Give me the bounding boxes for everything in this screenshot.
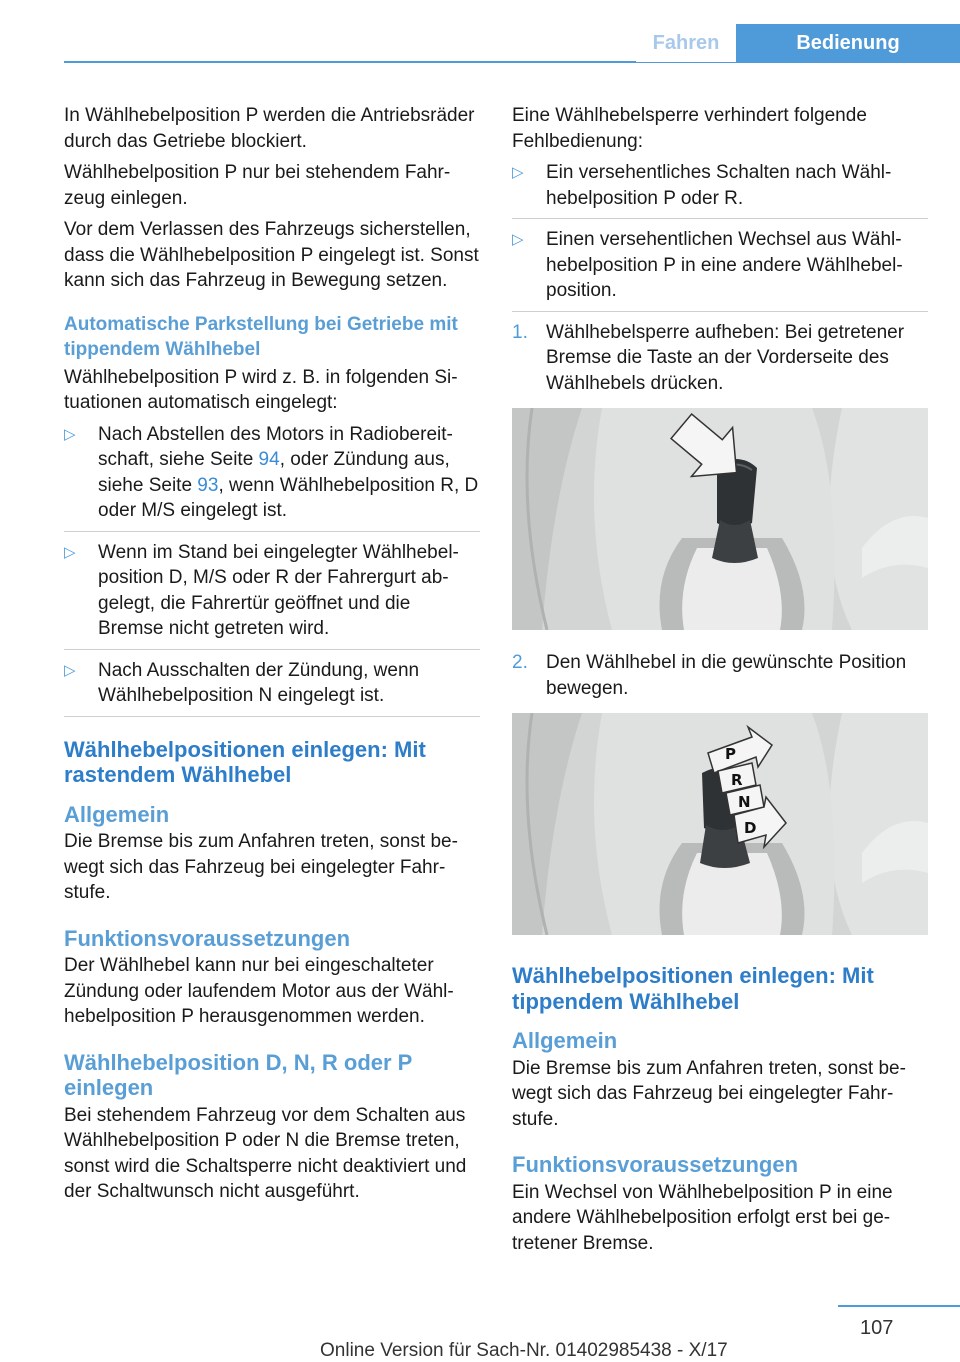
fig-label-r: R xyxy=(731,771,743,789)
gear-lever-press-drawing xyxy=(512,408,928,630)
list-item xyxy=(64,540,480,650)
paragraph: Der Wählhebel kann nur bei eingeschalteter Zündung oder laufendem Motor aus der Wählhebelposition P herausgenommen werden. xyxy=(64,955,454,1027)
step-item xyxy=(512,650,928,701)
step-text: Den Wählhebel in die gewünschte Position bewegen. xyxy=(546,652,907,699)
step-number: 2. xyxy=(512,652,528,673)
bullet-list xyxy=(512,160,928,312)
gear-lever-positions-drawing xyxy=(512,713,928,935)
heading-allgemein: Allgemein xyxy=(512,1028,618,1053)
list-item xyxy=(512,160,928,219)
paragraph: Wählhebelposition P nur bei stehendem Fahrzeug einlegen. xyxy=(64,162,451,209)
triangle-bullet-icon: ▷ xyxy=(64,543,76,561)
gear-lever-illustration-press xyxy=(512,408,928,630)
paragraph: Wählhebelposition P wird z. B. in folgenden Situationen automatisch eingelegt: xyxy=(64,366,458,413)
list-item xyxy=(64,658,480,717)
list-item xyxy=(64,422,480,532)
list-item-text: Wenn im Stand bei eingelegter Wählhebelposition D, M/S oder R der Fahrergurt abgelegt, die Fahrertür geöffnet und die Bremse nicht getreten wird. xyxy=(98,541,459,639)
paragraph: Die Bremse bis zum Anfahren treten, sonst bewegt sich das Fahrzeug bei eingelegter Fahrstufe. xyxy=(64,831,458,903)
page-link[interactable]: 93 xyxy=(197,474,219,496)
paragraph: Die Bremse bis zum Anfahren treten, sonst bewegt sich das Fahrzeug bei eingelegter Fahrstufe. xyxy=(512,1057,906,1130)
fig-label-d: D xyxy=(744,819,757,837)
step-list xyxy=(512,650,928,701)
fig-label-p: P xyxy=(725,745,736,763)
fig-label-n: N xyxy=(738,793,751,811)
triangle-bullet-icon: ▷ xyxy=(64,661,76,679)
triangle-bullet-icon: ▷ xyxy=(512,164,524,181)
page-link[interactable]: 94 xyxy=(258,449,280,470)
tab-fahren[interactable]: Fahren xyxy=(636,24,736,62)
list-item xyxy=(512,227,928,312)
tab-bedienung[interactable]: Bedienung xyxy=(736,24,960,62)
left-column xyxy=(64,103,480,1211)
paragraph: Bei stehendem Fahrzeug vor dem Schalten aus Wählhebelposition P oder N die Bremse treten, sonst wird die Schaltsperre nicht deaktiviert und der Schaltwunsch nicht ausgeführt. xyxy=(64,1104,467,1202)
paragraph: Eine Wählhebelsperre verhindert folgende Fehlbedienung: xyxy=(512,105,867,152)
list-item-text: Ein versehentliches Schalten nach Wählhebelposition P oder R. xyxy=(546,162,892,209)
heading-rastend: Wählhebelpositionen einlegen: Mit rastendem Wählhebel xyxy=(64,736,426,787)
list-item-text: Nach Ausschalten der Zündung, wenn Wählhebelposition N eingelegt ist. xyxy=(98,659,420,706)
list-item-text: , oder Zündung aus, siehe Seite xyxy=(98,449,450,496)
triangle-bullet-icon: ▷ xyxy=(64,425,76,443)
step-list xyxy=(512,320,928,397)
right-column xyxy=(512,103,928,1262)
triangle-bullet-icon: ▷ xyxy=(512,231,524,248)
footer-rule xyxy=(838,1305,960,1307)
heading-funktionsvoraussetzungen: Funktionsvoraussetzungen xyxy=(512,1152,799,1177)
list-item-text: Einen versehentlichen Wechsel aus Wählhebelposition P in eine andere Wählhebelposition. xyxy=(546,229,903,301)
heading-auto-park: Automatische Parkstellung bei Getriebe mit tippendem Wählhebel xyxy=(64,313,458,360)
gear-lever-illustration-positions xyxy=(512,713,928,935)
heading-allgemein: Allgemein xyxy=(64,801,170,827)
step-number: 1. xyxy=(512,321,528,343)
paragraph: Ein Wechsel von Wählhebelposition P in eine andere Wählhebelposition erfolgt erst bei getretener Bremse. xyxy=(512,1181,893,1254)
list-item-text: Nach Abstellen des Motors in Radiobereitschaft, siehe Seite xyxy=(98,423,453,470)
online-version-note: Online Version für Sach-Nr. 01402985438 - X/17 xyxy=(320,1340,728,1361)
heading-position-einlegen: Wählhebelposition D, N, R oder P einlegen xyxy=(64,1049,412,1100)
step-text: Wählhebelsperre aufheben: Bei getretener Bremse die Taste an der Vorderseite des Wählhebels drücken. xyxy=(546,321,905,394)
list-item-text: , wenn Wählhebelposition R, D oder M/S eingelegt ist. xyxy=(98,474,479,521)
paragraph: Vor dem Verlassen des Fahrzeugs sicherstellen, dass die Wählhebelposition P eingelegt ist. Sonst kann sich das Fahrzeug in Bewegung setzen. xyxy=(64,219,479,291)
paragraph: In Wählhebelposition P werden die Antriebsräder durch das Getriebe blockiert. xyxy=(64,105,475,152)
heading-funktionsvoraussetzungen: Funktionsvoraussetzungen xyxy=(64,925,351,951)
bullet-list xyxy=(64,422,480,717)
step-item xyxy=(512,320,928,397)
heading-tippend: Wählhebelpositionen einlegen: Mit tippendem Wählhebel xyxy=(512,963,874,1014)
page-number: 107 xyxy=(860,1317,894,1339)
